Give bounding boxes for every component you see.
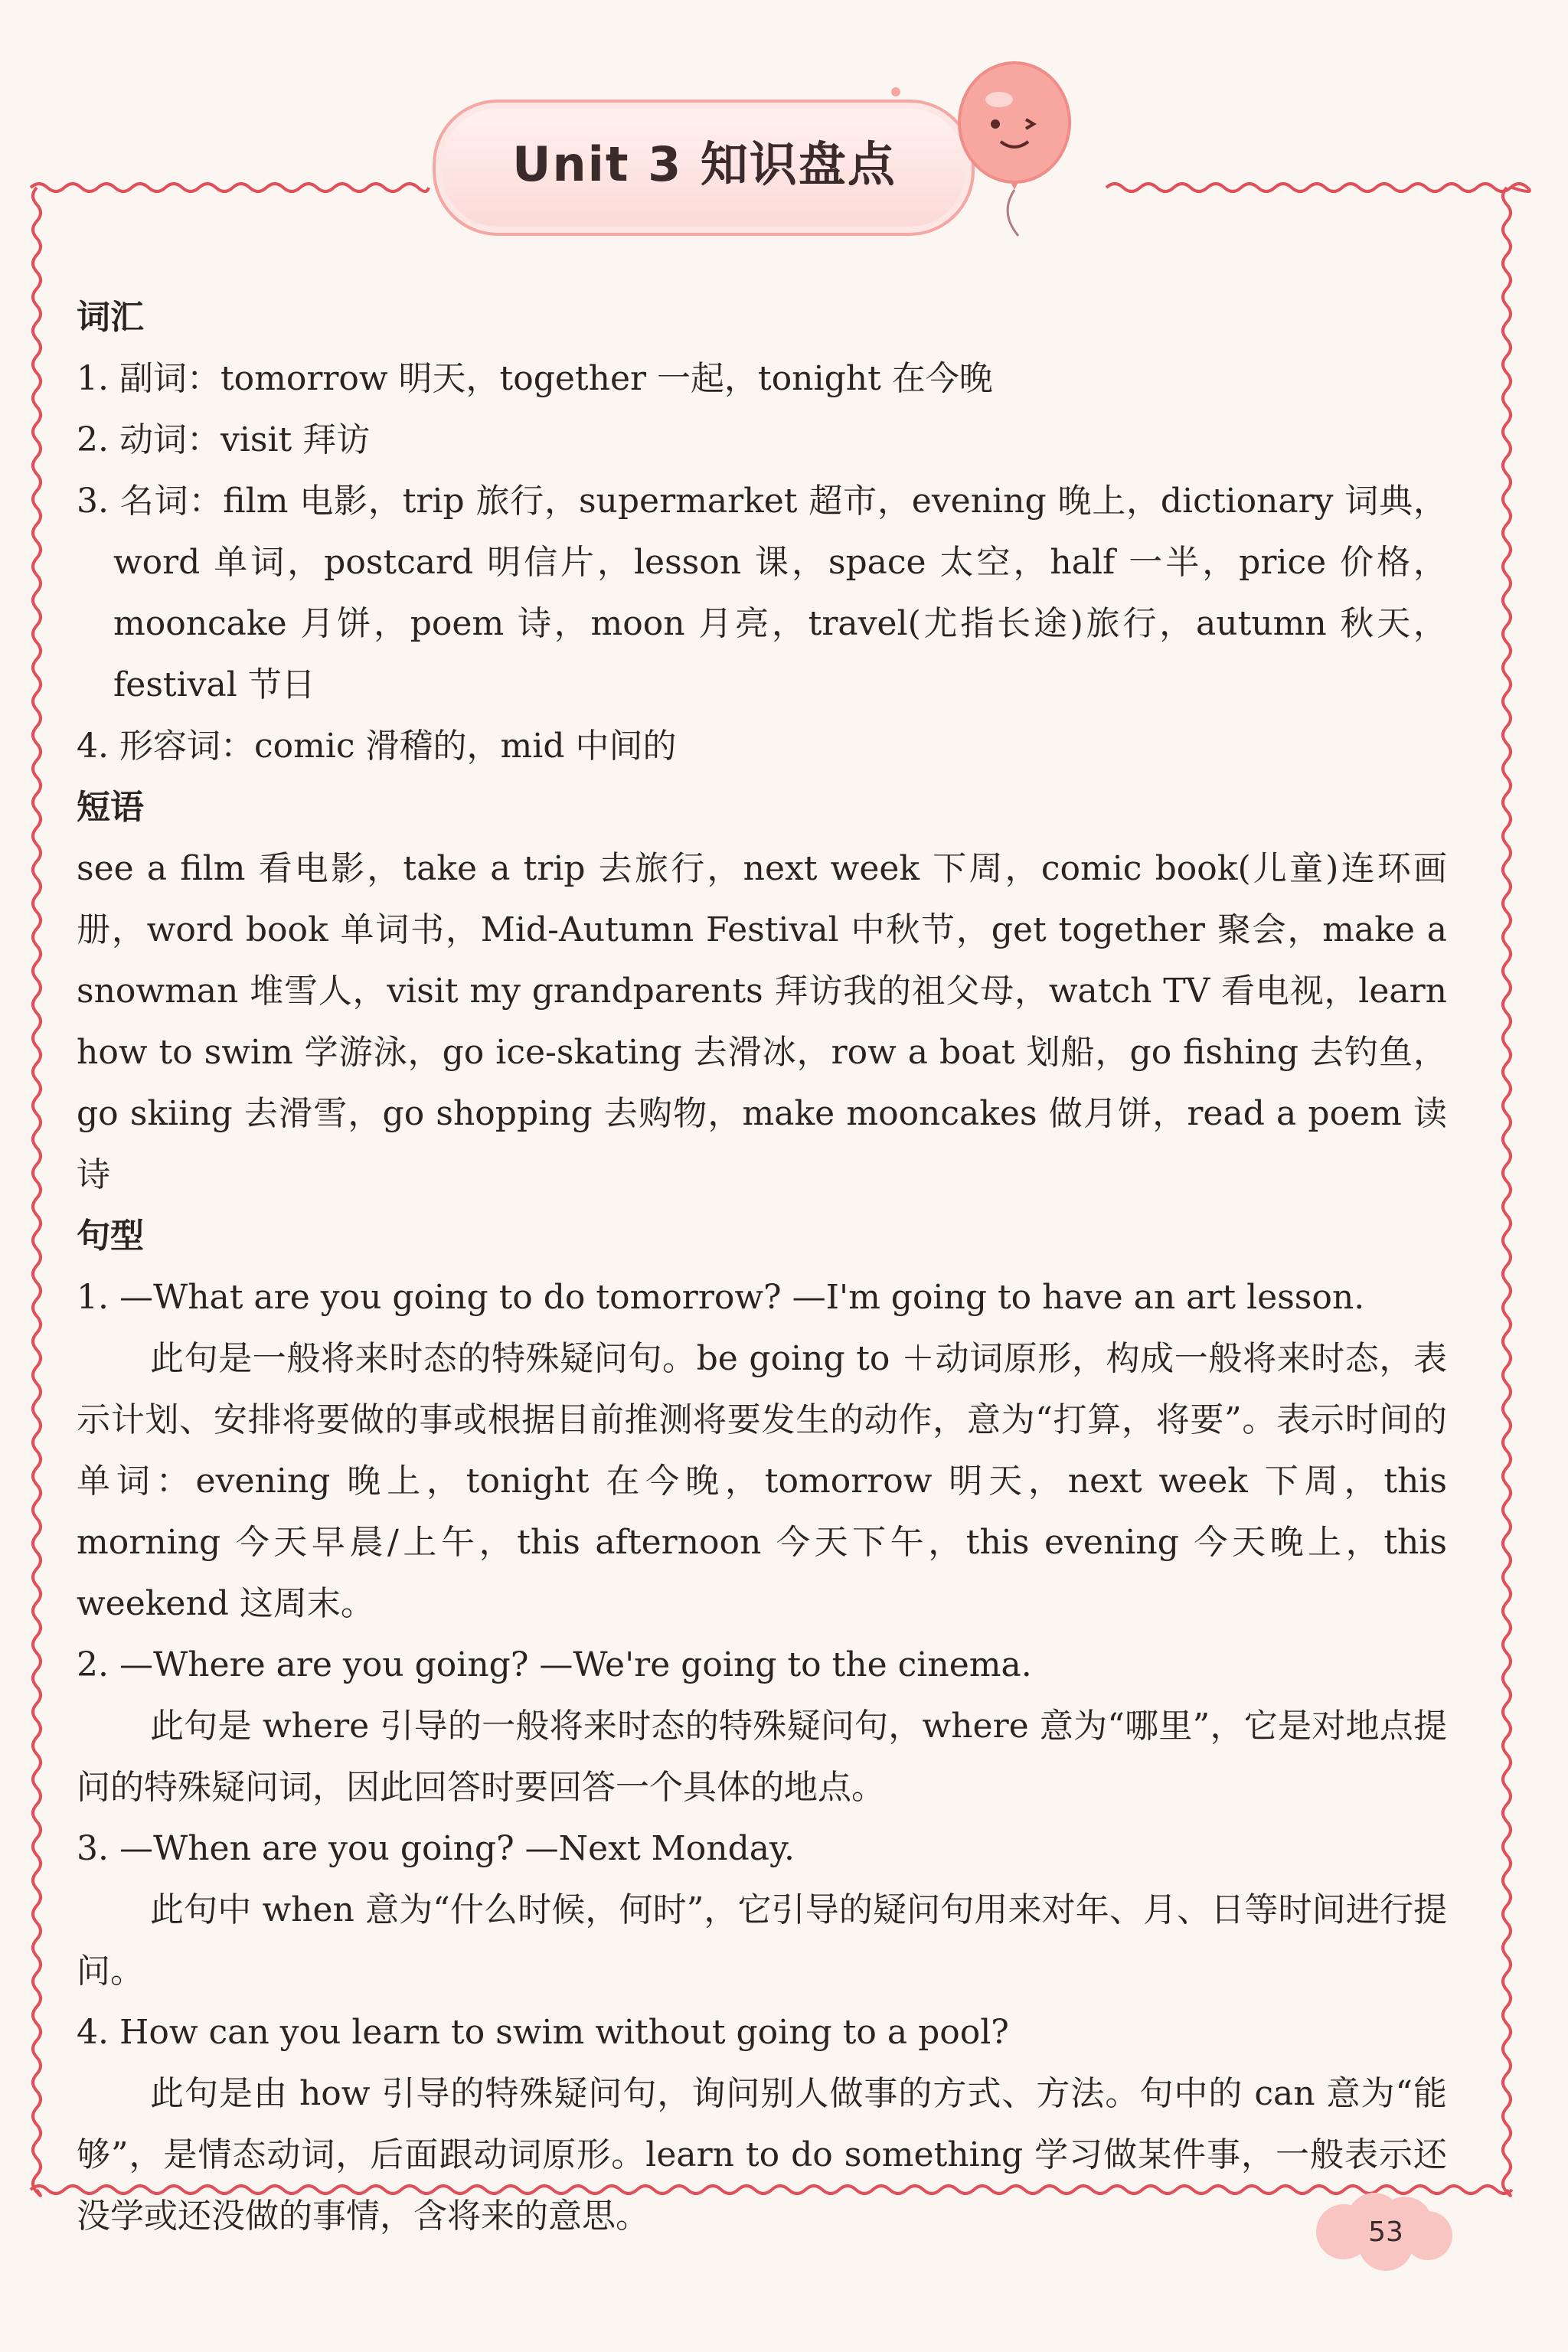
page-number: 53 [1368, 2216, 1403, 2248]
sentence-note: 此句是一般将来时态的特殊疑问句。be going to ＋动词原形，构成一般将来时态，表示计划、安排将要做的事或根据目前推测将要发生的动作，意为“打算，将要”。表示时间的单词：evening 晚上，tonight 在今晚，tomorrow 明天，next week 下周，this morning 今天早晨/上午，this afternoon 今天下午，this evening 今天晚上，this weekend 这周末。 [77, 1339, 1447, 1623]
sentence-question: 1. —What are you going to do tomorrow? —I'm going to have an art lesson. [77, 1278, 1365, 1317]
sentence-question: 4. How can you learn to swim without going to a pool? [77, 2013, 1009, 2052]
vocab-item: 4. 形容词：comic 滑稽的，mid 中间的 [77, 727, 677, 766]
sentences-heading: 句型 [77, 1217, 144, 1256]
vocab-item: 2. 动词：visit 拜访 [77, 420, 371, 459]
page-title: Unit 3 知识盘点 [512, 136, 897, 192]
sentence-note: 此句是 where 引导的一般将来时态的特殊疑问句，where 意为“哪里”，它是对地点提问的特殊疑问词，因此回答时要回答一个具体的地点。 [77, 1707, 1447, 1807]
sentence-question: 3. —When are you going? —Next Monday. [77, 1829, 795, 1868]
sentence-note: 此句是由 how 引导的特殊疑问句，询问别人做事的方式、方法。句中的 can 意为“能够”，是情态动词，后面跟动词原形。learn to do something 学习做某件事，一般表示还没学或还没做的事情，含将来的意思。 [77, 2074, 1447, 2236]
vocab-heading: 词汇 [77, 298, 144, 337]
balloon-face-icon [946, 54, 1083, 237]
vocab-item: 1. 副词：tomorrow 明天，together 一起，tonight 在今晚 [77, 359, 993, 398]
knowledge-content [77, 287, 1447, 2247]
sentence-question: 2. —Where are you going? —We're going to the cinema. [77, 1645, 1032, 1684]
vocab-item: 3. 名词：film 电影，trip 旅行，supermarket 超市，evening 晚上，dictionary 词典，word 单词，postcard 明信片，lesson 课，space 太空，half 一半，price 价格，mooncake 月饼，poem 诗，moon 月亮，travel(尤指长途)旅行，autumn 秋天，festival 节日 [77, 482, 1447, 704]
phrases-heading: 短语 [77, 788, 144, 827]
phrases-text: see a film 看电影，take a trip 去旅行，next week 下周，comic book(儿童)连环画册，word book 单词书，Mid-Autumn Festival 中秋节，get together 聚会，make a snowman 堆雪人，visit my grandparents 拜访我的祖父母，watch TV 看电视，learn how to swim 学游泳，go ice-skating 去滑冰，row a boat 划船，go fishing 去钓鱼，go skiing 去滑雪，go shopping 去购物，make mooncakes 做月饼，read a poem 读诗 [77, 849, 1447, 1194]
sentence-note: 此句中 when 意为“什么时候，何时”，它引导的疑问句用来对年、月、日等时间进行提问。 [77, 1890, 1447, 1991]
